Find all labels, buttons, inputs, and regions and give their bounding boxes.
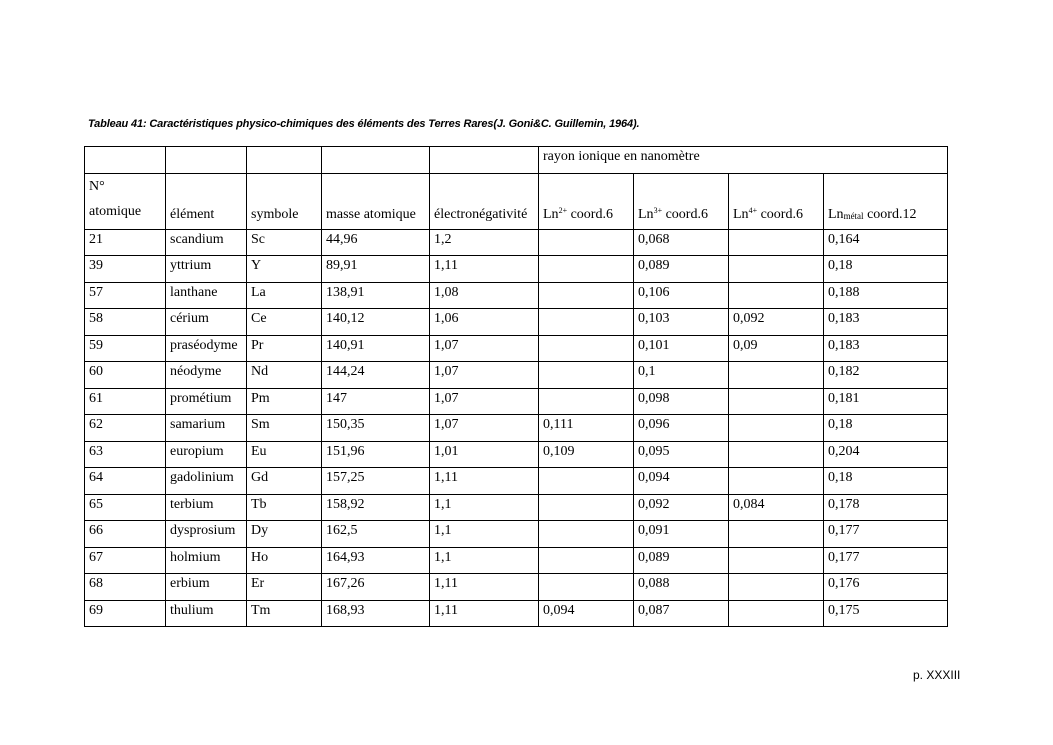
cell-electronegativity: 1,08 <box>430 282 539 309</box>
table-row <box>85 229 948 256</box>
cell-ln3: 0,091 <box>634 521 729 548</box>
cell-ln4: 0,092 <box>729 309 824 336</box>
cell-ln2 <box>539 335 634 362</box>
cell-ln4: 0,084 <box>729 494 824 521</box>
cell-ln4 <box>729 521 824 548</box>
cell-symbol: Pm <box>247 388 322 415</box>
cell-lnmetal: 0,18 <box>824 468 948 495</box>
cell-ln4 <box>729 282 824 309</box>
cell-symbol: Sc <box>247 229 322 256</box>
cell-element: prométium <box>166 388 247 415</box>
header-ln4-base: Ln <box>733 206 749 222</box>
cell-electronegativity: 1,2 <box>430 229 539 256</box>
header-row-group <box>85 147 948 174</box>
cell-ln2 <box>539 547 634 574</box>
cell-lnmetal: 0,177 <box>824 521 948 548</box>
cell-atomic-number: 58 <box>85 309 166 336</box>
cell-ln2 <box>539 229 634 256</box>
cell-lnmetal: 0,178 <box>824 494 948 521</box>
table-row <box>85 494 948 521</box>
cell-element: samarium <box>166 415 247 442</box>
header-ln3-sup: 3+ <box>653 205 663 215</box>
cell-symbol: Dy <box>247 521 322 548</box>
cell-atomic-number: 62 <box>85 415 166 442</box>
table-row <box>85 547 948 574</box>
cell-ln2 <box>539 309 634 336</box>
cell-element: gadolinium <box>166 468 247 495</box>
header-ln4-sup: 4+ <box>748 205 758 215</box>
cell-atomic-number: 39 <box>85 256 166 283</box>
cell-atomic-number: 68 <box>85 574 166 601</box>
header-ln2-base: Ln <box>543 206 559 222</box>
cell-ln3: 0,092 <box>634 494 729 521</box>
cell-atomic-mass: 157,25 <box>322 468 430 495</box>
header-empty-cell <box>322 147 430 174</box>
cell-symbol: Nd <box>247 362 322 389</box>
cell-ln2 <box>539 282 634 309</box>
cell-ln2: 0,109 <box>539 441 634 468</box>
cell-electronegativity: 1,11 <box>430 574 539 601</box>
cell-atomic-mass: 138,91 <box>322 282 430 309</box>
cell-ln4 <box>729 468 824 495</box>
cell-element: erbium <box>166 574 247 601</box>
table-row <box>85 415 948 442</box>
table-row <box>85 309 948 336</box>
cell-ln4 <box>729 362 824 389</box>
header-empty-cell <box>85 147 166 174</box>
cell-atomic-mass: 150,35 <box>322 415 430 442</box>
cell-atomic-number: 65 <box>85 494 166 521</box>
cell-electronegativity: 1,07 <box>430 415 539 442</box>
cell-symbol: Gd <box>247 468 322 495</box>
header-ln3-base: Ln <box>638 206 654 222</box>
cell-atomic-number: 21 <box>85 229 166 256</box>
table-row <box>85 521 948 548</box>
cell-ln3: 0,087 <box>634 600 729 627</box>
cell-electronegativity: 1,07 <box>430 335 539 362</box>
cell-atomic-mass: 147 <box>322 388 430 415</box>
cell-atomic-mass: 89,91 <box>322 256 430 283</box>
cell-atomic-mass: 168,93 <box>322 600 430 627</box>
table-row <box>85 468 948 495</box>
cell-ln3: 0,098 <box>634 388 729 415</box>
cell-ln3: 0,068 <box>634 229 729 256</box>
cell-atomic-number: 59 <box>85 335 166 362</box>
rare-earth-table <box>84 146 948 627</box>
cell-symbol: La <box>247 282 322 309</box>
cell-electronegativity: 1,1 <box>430 521 539 548</box>
cell-atomic-number: 60 <box>85 362 166 389</box>
cell-electronegativity: 1,11 <box>430 256 539 283</box>
header-ln4-coord6 <box>729 173 824 229</box>
cell-ln2: 0,111 <box>539 415 634 442</box>
cell-atomic-number: 66 <box>85 521 166 548</box>
cell-atomic-number: 63 <box>85 441 166 468</box>
table-row <box>85 574 948 601</box>
cell-atomic-mass: 167,26 <box>322 574 430 601</box>
cell-element: scandium <box>166 229 247 256</box>
header-ionic-radius-group: rayon ionique en nanomètre <box>539 147 948 174</box>
cell-lnmetal: 0,204 <box>824 441 948 468</box>
header-atomic-mass: masse atomique <box>322 173 430 229</box>
cell-ln2 <box>539 574 634 601</box>
header-ln2-rest: coord.6 <box>567 206 613 222</box>
header-lnm-base: Ln <box>828 206 844 222</box>
cell-ln3: 0,094 <box>634 468 729 495</box>
cell-lnmetal: 0,183 <box>824 309 948 336</box>
cell-ln3: 0,106 <box>634 282 729 309</box>
cell-element: yttrium <box>166 256 247 283</box>
table-row <box>85 282 948 309</box>
cell-lnmetal: 0,18 <box>824 256 948 283</box>
cell-symbol: Sm <box>247 415 322 442</box>
cell-atomic-mass: 162,5 <box>322 521 430 548</box>
cell-lnmetal: 0,182 <box>824 362 948 389</box>
header-ln3-coord6 <box>634 173 729 229</box>
cell-lnmetal: 0,175 <box>824 600 948 627</box>
cell-electronegativity: 1,1 <box>430 547 539 574</box>
cell-lnmetal: 0,177 <box>824 547 948 574</box>
cell-element: thulium <box>166 600 247 627</box>
cell-electronegativity: 1,07 <box>430 388 539 415</box>
cell-atomic-number: 64 <box>85 468 166 495</box>
cell-ln4 <box>729 229 824 256</box>
cell-electronegativity: 1,01 <box>430 441 539 468</box>
cell-symbol: Ho <box>247 547 322 574</box>
cell-element: dysprosium <box>166 521 247 548</box>
header-empty-cell <box>247 147 322 174</box>
cell-ln4 <box>729 574 824 601</box>
header-atomic-number-line1: N° <box>89 178 105 194</box>
cell-electronegativity: 1,07 <box>430 362 539 389</box>
table-row <box>85 388 948 415</box>
cell-ln2 <box>539 388 634 415</box>
cell-atomic-mass: 144,24 <box>322 362 430 389</box>
cell-lnmetal: 0,176 <box>824 574 948 601</box>
table-row <box>85 441 948 468</box>
header-empty-cell <box>166 147 247 174</box>
cell-electronegativity: 1,11 <box>430 600 539 627</box>
header-atomic-number <box>85 173 166 229</box>
header-ln2-sup: 2+ <box>558 205 568 215</box>
header-element: élément <box>166 173 247 229</box>
page-number: p. XXXIII <box>913 668 961 682</box>
cell-element: cérium <box>166 309 247 336</box>
cell-ln2 <box>539 521 634 548</box>
table-row <box>85 362 948 389</box>
cell-ln4 <box>729 441 824 468</box>
header-lnm-rest: coord.12 <box>863 206 917 222</box>
header-atomic-number-line2: atomique <box>89 203 142 219</box>
cell-element: praséodyme <box>166 335 247 362</box>
cell-ln2 <box>539 468 634 495</box>
cell-ln4 <box>729 600 824 627</box>
cell-ln4 <box>729 388 824 415</box>
cell-symbol: Eu <box>247 441 322 468</box>
cell-ln2 <box>539 494 634 521</box>
cell-symbol: Ce <box>247 309 322 336</box>
cell-symbol: Tm <box>247 600 322 627</box>
cell-atomic-mass: 140,12 <box>322 309 430 336</box>
cell-lnmetal: 0,188 <box>824 282 948 309</box>
cell-symbol: Er <box>247 574 322 601</box>
cell-symbol: Y <box>247 256 322 283</box>
cell-lnmetal: 0,164 <box>824 229 948 256</box>
cell-ln4 <box>729 547 824 574</box>
cell-ln3: 0,103 <box>634 309 729 336</box>
cell-electronegativity: 1,1 <box>430 494 539 521</box>
cell-lnmetal: 0,181 <box>824 388 948 415</box>
cell-ln3: 0,096 <box>634 415 729 442</box>
cell-symbol: Pr <box>247 335 322 362</box>
cell-element: néodyme <box>166 362 247 389</box>
cell-ln2 <box>539 362 634 389</box>
table-row <box>85 256 948 283</box>
cell-ln2 <box>539 256 634 283</box>
cell-lnmetal: 0,18 <box>824 415 948 442</box>
cell-atomic-number: 57 <box>85 282 166 309</box>
header-lnm-sub: métal <box>843 210 864 221</box>
cell-ln3: 0,1 <box>634 362 729 389</box>
header-ln2-coord6 <box>539 173 634 229</box>
cell-element: terbium <box>166 494 247 521</box>
cell-ln3: 0,088 <box>634 574 729 601</box>
cell-lnmetal: 0,183 <box>824 335 948 362</box>
cell-ln4 <box>729 256 824 283</box>
cell-atomic-number: 61 <box>85 388 166 415</box>
header-row-columns <box>85 173 948 229</box>
table-row <box>85 335 948 362</box>
header-electronegativity: électronégativité <box>430 173 539 229</box>
cell-ln3: 0,095 <box>634 441 729 468</box>
cell-ln3: 0,089 <box>634 547 729 574</box>
cell-atomic-number: 67 <box>85 547 166 574</box>
cell-element: europium <box>166 441 247 468</box>
cell-ln4: 0,09 <box>729 335 824 362</box>
cell-atomic-mass: 140,91 <box>322 335 430 362</box>
cell-ln2: 0,094 <box>539 600 634 627</box>
header-empty-cell <box>430 147 539 174</box>
cell-atomic-mass: 158,92 <box>322 494 430 521</box>
cell-ln4 <box>729 415 824 442</box>
cell-atomic-mass: 164,93 <box>322 547 430 574</box>
cell-atomic-mass: 151,96 <box>322 441 430 468</box>
cell-ln3: 0,101 <box>634 335 729 362</box>
header-symbol: symbole <box>247 173 322 229</box>
table-row <box>85 600 948 627</box>
header-lnmetal-coord12 <box>824 173 948 229</box>
cell-ln3: 0,089 <box>634 256 729 283</box>
cell-symbol: Tb <box>247 494 322 521</box>
cell-electronegativity: 1,06 <box>430 309 539 336</box>
cell-atomic-mass: 44,96 <box>322 229 430 256</box>
header-ln3-rest: coord.6 <box>662 206 708 222</box>
cell-atomic-number: 69 <box>85 600 166 627</box>
table-caption: Tableau 41: Caractéristiques physico-chimiques des éléments des Terres Rares(J. Goni&C. Guillemin, 1964). <box>88 118 640 130</box>
header-ln4-rest: coord.6 <box>757 206 803 222</box>
cell-electronegativity: 1,11 <box>430 468 539 495</box>
cell-element: holmium <box>166 547 247 574</box>
cell-element: lanthane <box>166 282 247 309</box>
